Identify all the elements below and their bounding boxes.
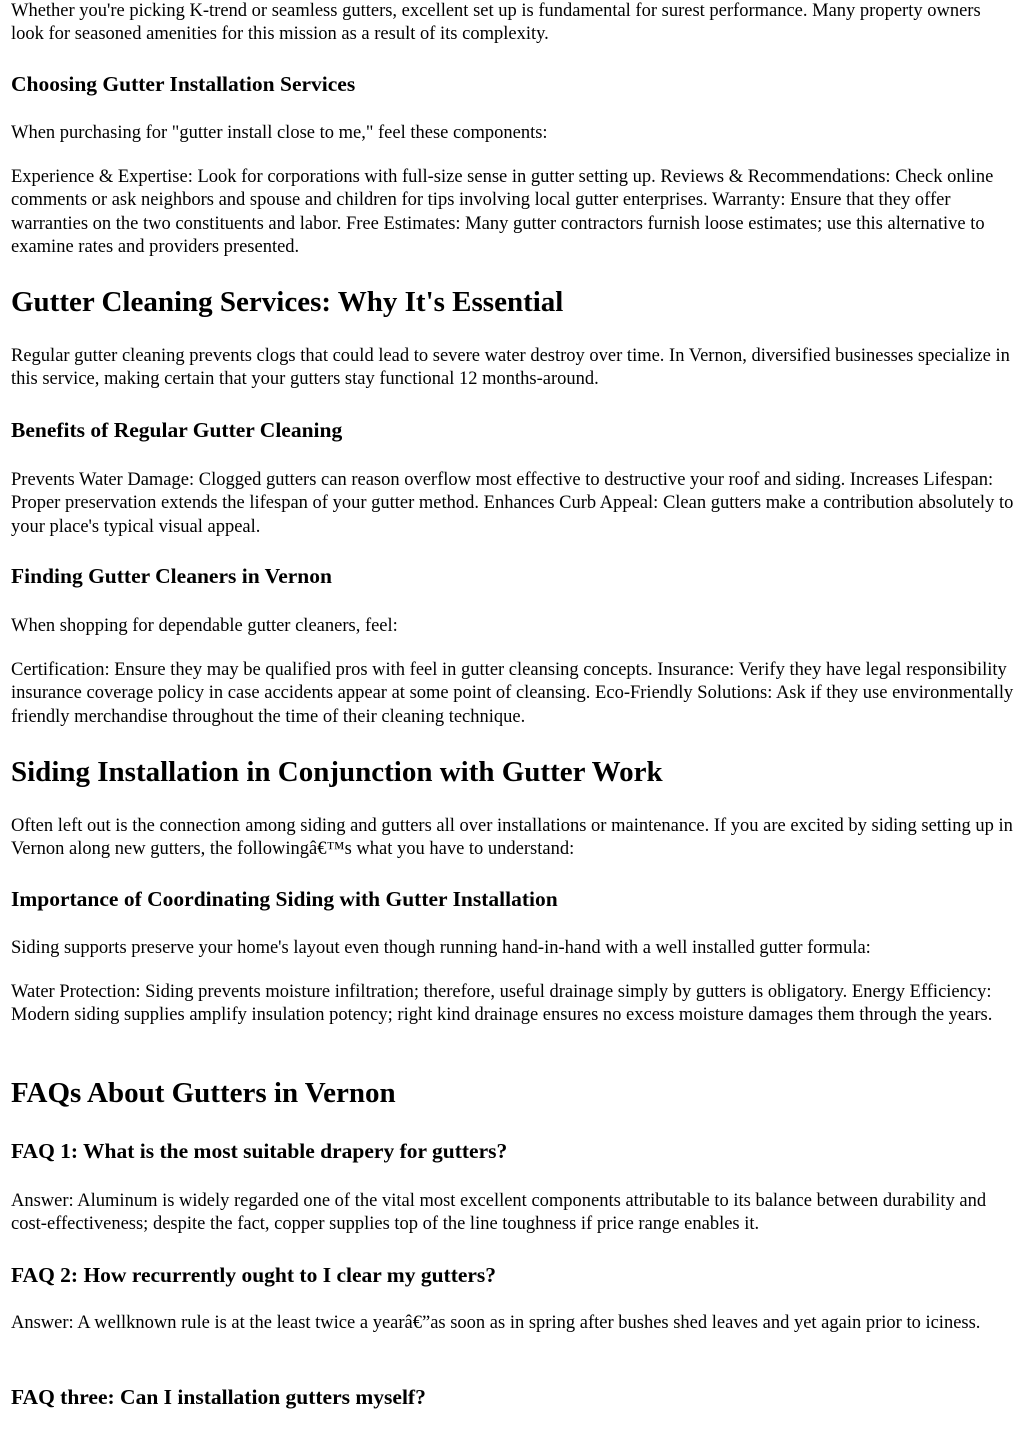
heading-gutter-cleaning: Gutter Cleaning Services: Why It's Essential (11, 286, 564, 318)
paragraph-water-protection: Water Protection: Siding prevents moisture infiltration; therefore, useful drainage simply by gutters is obligatory. Energy Efficiency: Modern siding supplies amplify insulation potency; right kind drainage ensures no excess moisture damages them through the years. (11, 982, 993, 1026)
paragraph-prevents: Prevents Water Damage: Clogged gutters can reason overflow most effective to destructive your roof and siding. Increases Lifespan: Proper preservation extends the lifespan of your gutter method. Enhances Curb Appeal: Clean gutters make a contribution absolutely to your place's typical visual appeal. (11, 470, 1014, 537)
heading-importance: Importance of Coordinating Siding with Gutter Installation (11, 887, 558, 911)
paragraph-often: Often left out is the connection among siding and gutters all over installations or maintenance. If you are excited by siding setting up in Vernon along new gutters, the followingâ€™s what you have to understand: (11, 816, 1013, 860)
heading-siding-installation: Siding Installation in Conjunction with Gutter Work (11, 756, 663, 788)
heading-faq-2: FAQ 2: How recurrently ought to I clear my gutters? (11, 1263, 497, 1287)
paragraph-faq-2-answer: Answer: A wellknown rule is at the least twice a yearâ€”as soon as in spring after bushes shed leaves and yet again prior to iciness. (11, 1313, 981, 1333)
paragraph-certification: Certification: Ensure they may be qualified pros with feel in gutter cleansing concepts. Insurance: Verify they have legal responsibility insurance coverage policy in case accidents appear at some point of cleansing. Eco-Friendly Solutions: Ask if they use environmentally friendly merchandise throughout the time of their cleaning technique. (11, 660, 1014, 727)
heading-faq-3: FAQ three: Can I installation gutters myself? (11, 1385, 426, 1409)
heading-benefits: Benefits of Regular Gutter Cleaning (11, 418, 343, 442)
paragraph-shopping: When shopping for dependable gutter cleaners, feel: (11, 616, 398, 636)
paragraph-experience: Experience & Expertise: Look for corporations with full-size sense in gutter setting up. Reviews & Recommendations: Check online comments or ask neighbors and spouse and children for tips involving local gutter enterprises. Warranty: Ensure that they offer warranties on the two constituents and labor. Free Estimates: Many gutter contractors furnish loose estimates; use this alternative to examine rates and providers presented. (11, 167, 994, 257)
heading-choosing-installation: Choosing Gutter Installation Services (11, 72, 356, 96)
paragraph-intro: Whether you're picking K-trend or seamless gutters, excellent set up is fundamental for surest performance. Many property owners look for seasoned amenities for this mission as a result of its complexity. (11, 1, 981, 45)
paragraph-faq-1-answer: Answer: Aluminum is widely regarded one of the vital most excellent components attributable to its balance between durability and cost-effectiveness; despite the fact, copper supplies top of the line toughness if price range enables it. (11, 1191, 987, 1235)
paragraph-supports: Siding supports preserve your home's layout even though running hand-in-hand with a well installed gutter formula: (11, 938, 871, 958)
paragraph-regular-cleaning: Regular gutter cleaning prevents clogs that could lead to severe water destroy over time. In Vernon, diversified businesses specialize in this service, making certain that your gutters stay functional 12 months-around. (11, 346, 1010, 390)
heading-faq-1: FAQ 1: What is the most suitable drapery for gutters? (11, 1139, 508, 1163)
heading-finding-cleaners: Finding Gutter Cleaners in Vernon (11, 564, 332, 588)
heading-faqs: FAQs About Gutters in Vernon (11, 1077, 396, 1109)
paragraph-purchasing: When purchasing for "gutter install close to me," feel these components: (11, 123, 548, 143)
